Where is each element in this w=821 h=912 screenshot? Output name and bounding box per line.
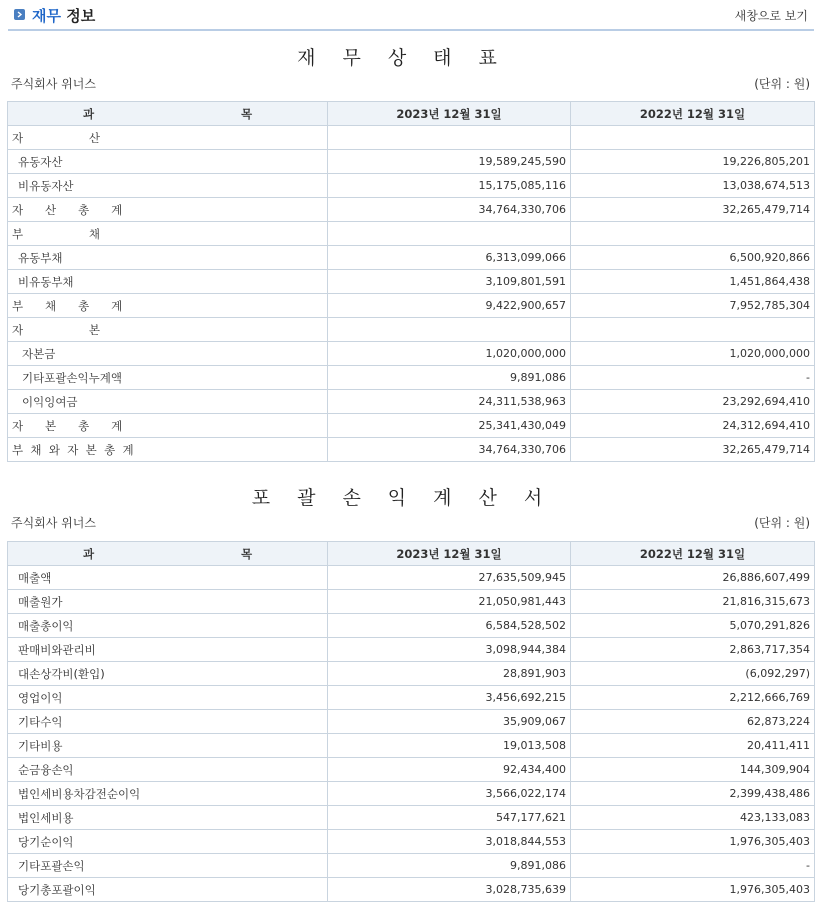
table-row: [8, 782, 815, 806]
page-title: 재무 정보: [32, 7, 96, 25]
account-name-cell: 법인세비용차감전순이익: [8, 782, 328, 806]
balance-sheet-title: 재무상태표: [297, 47, 524, 69]
value-2022-cell: 1,976,305,403: [571, 830, 815, 854]
account-name-cell: 기타비용: [8, 734, 328, 758]
value-2022-cell: (6,092,297): [571, 662, 815, 686]
account-name-cell: 자본금: [8, 342, 328, 366]
account-name-cell: 자 본: [8, 318, 328, 342]
account-name-cell: 자 본 총 계: [8, 414, 328, 438]
value-2022-cell: 1,451,864,438: [571, 270, 815, 294]
table-row: [8, 414, 815, 438]
value-2023-cell: 27,635,509,945: [328, 566, 571, 590]
table-row: [8, 686, 815, 710]
value-2023-cell: 3,109,801,591: [328, 270, 571, 294]
account-name-cell: 당기총포괄이익: [8, 878, 328, 902]
income-statement-table: [7, 541, 815, 902]
open-new-window-link[interactable]: 새창으로 보기: [734, 9, 808, 23]
table-row: [8, 566, 815, 590]
balance-sheet-table: [7, 101, 815, 462]
account-name-cell: 매출총이익: [8, 614, 328, 638]
value-2023-cell: 35,909,067: [328, 710, 571, 734]
value-2022-cell: [571, 222, 815, 246]
value-2022-cell: 7,952,785,304: [571, 294, 815, 318]
account-column-header: 과 목: [8, 542, 328, 566]
value-2023-cell: 3,456,692,215: [328, 686, 571, 710]
table-row: [8, 294, 815, 318]
account-name-cell: 기타수익: [8, 710, 328, 734]
value-2023-cell: 34,764,330,706: [328, 438, 571, 462]
table-header-row: [8, 102, 815, 126]
value-2023-cell: 6,584,528,502: [328, 614, 571, 638]
account-name-cell: 유동자산: [8, 150, 328, 174]
table-row: [8, 246, 815, 270]
value-2022-cell: [571, 126, 815, 150]
table-row: [8, 830, 815, 854]
account-name-cell: 자 산: [8, 126, 328, 150]
value-2022-cell: 23,292,694,410: [571, 390, 815, 414]
account-name-cell: 영업이익: [8, 686, 328, 710]
value-2022-cell: 1,976,305,403: [571, 878, 815, 902]
table-row: [8, 366, 815, 390]
value-2022-cell: -: [571, 854, 815, 878]
balance-sheet-unit: (단위 : 원): [754, 77, 810, 91]
value-2023-cell: 9,422,900,657: [328, 294, 571, 318]
value-2023-cell: 9,891,086: [328, 366, 571, 390]
value-2023-cell: 19,589,245,590: [328, 150, 571, 174]
column-header-2022: 2022년 12월 31일: [571, 102, 815, 126]
value-2023-cell: 19,013,508: [328, 734, 571, 758]
table-row: [8, 174, 815, 198]
value-2023-cell: [328, 222, 571, 246]
value-2023-cell: 28,891,903: [328, 662, 571, 686]
table-row: [8, 638, 815, 662]
value-2023-cell: [328, 126, 571, 150]
account-name-cell: 부 채 총 계: [8, 294, 328, 318]
value-2023-cell: 21,050,981,443: [328, 590, 571, 614]
table-row: [8, 222, 815, 246]
account-name-cell: 부 채 와 자 본 총 계: [8, 438, 328, 462]
value-2022-cell: -: [571, 366, 815, 390]
table-row: [8, 854, 815, 878]
table-row: [8, 806, 815, 830]
account-name-cell: 기타포괄손익: [8, 854, 328, 878]
value-2023-cell: 24,311,538,963: [328, 390, 571, 414]
arrow-bullet-icon: [14, 9, 25, 20]
table-row: [8, 758, 815, 782]
value-2022-cell: 13,038,674,513: [571, 174, 815, 198]
income-statement-company: 주식회사 위너스: [11, 516, 96, 530]
value-2023-cell: 3,018,844,553: [328, 830, 571, 854]
value-2022-cell: 62,873,224: [571, 710, 815, 734]
value-2023-cell: 15,175,085,116: [328, 174, 571, 198]
value-2022-cell: 423,133,083: [571, 806, 815, 830]
account-name-cell: 매출액: [8, 566, 328, 590]
table-row: [8, 342, 815, 366]
value-2023-cell: 3,098,944,384: [328, 638, 571, 662]
table-row: [8, 438, 815, 462]
value-2023-cell: 25,341,430,049: [328, 414, 571, 438]
value-2023-cell: 92,434,400: [328, 758, 571, 782]
value-2023-cell: 6,313,099,066: [328, 246, 571, 270]
value-2022-cell: 144,309,904: [571, 758, 815, 782]
table-row: [8, 878, 815, 902]
value-2022-cell: 20,411,411: [571, 734, 815, 758]
value-2022-cell: 19,226,805,201: [571, 150, 815, 174]
table-row: [8, 150, 815, 174]
value-2022-cell: 32,265,479,714: [571, 198, 815, 222]
table-row: [8, 126, 815, 150]
value-2022-cell: 32,265,479,714: [571, 438, 815, 462]
balance-sheet-company: 주식회사 위너스: [11, 77, 96, 91]
value-2022-cell: 2,212,666,769: [571, 686, 815, 710]
account-name-cell: 당기순이익: [8, 830, 328, 854]
account-name-cell: 순금융손익: [8, 758, 328, 782]
table-row: [8, 590, 815, 614]
column-header-2023: 2023년 12월 31일: [328, 542, 571, 566]
table-row: [8, 270, 815, 294]
table-row: [8, 390, 815, 414]
table-row: [8, 198, 815, 222]
value-2022-cell: [571, 318, 815, 342]
account-name-cell: 매출원가: [8, 590, 328, 614]
table-row: [8, 710, 815, 734]
table-row: [8, 614, 815, 638]
value-2022-cell: 21,816,315,673: [571, 590, 815, 614]
value-2022-cell: 1,020,000,000: [571, 342, 815, 366]
account-name-cell: 유동부채: [8, 246, 328, 270]
account-name-cell: 비유동부채: [8, 270, 328, 294]
column-header-2022: 2022년 12월 31일: [571, 542, 815, 566]
account-name-cell: 대손상각비(환입): [8, 662, 328, 686]
page-header: [8, 0, 814, 31]
account-name-cell: 자 산 총 계: [8, 198, 328, 222]
value-2023-cell: 1,020,000,000: [328, 342, 571, 366]
column-header-2023: 2023년 12월 31일: [328, 102, 571, 126]
value-2023-cell: 34,764,330,706: [328, 198, 571, 222]
value-2022-cell: 24,312,694,410: [571, 414, 815, 438]
value-2023-cell: 547,177,621: [328, 806, 571, 830]
value-2022-cell: 6,500,920,866: [571, 246, 815, 270]
table-row: [8, 734, 815, 758]
value-2022-cell: 5,070,291,826: [571, 614, 815, 638]
value-2022-cell: 2,399,438,486: [571, 782, 815, 806]
table-header-row: [8, 542, 815, 566]
value-2022-cell: 26,886,607,499: [571, 566, 815, 590]
table-row: [8, 318, 815, 342]
account-name-cell: 판매비와관리비: [8, 638, 328, 662]
table-row: [8, 662, 815, 686]
account-name-cell: 기타포괄손익누계액: [8, 366, 328, 390]
value-2023-cell: [328, 318, 571, 342]
value-2023-cell: 3,028,735,639: [328, 878, 571, 902]
value-2023-cell: 3,566,022,174: [328, 782, 571, 806]
value-2022-cell: 2,863,717,354: [571, 638, 815, 662]
income-statement-title: 포괄손익계산서: [251, 487, 570, 509]
account-name-cell: 이익잉여금: [8, 390, 328, 414]
account-name-cell: 비유동자산: [8, 174, 328, 198]
account-name-cell: 법인세비용: [8, 806, 328, 830]
account-column-header: 과 목: [8, 102, 328, 126]
income-statement-unit: (단위 : 원): [754, 516, 810, 530]
value-2023-cell: 9,891,086: [328, 854, 571, 878]
account-name-cell: 부 채: [8, 222, 328, 246]
